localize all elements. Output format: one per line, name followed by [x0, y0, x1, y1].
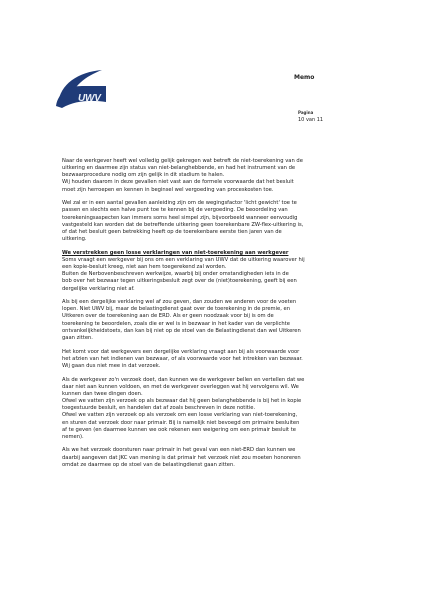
- text-line: Als we het verzoek doorsturen naar primair in het geval van een niet-ERD dan kunnen we: [62, 447, 296, 454]
- text-line: Soms vraagt een werkgever bij ons om een verklaring van UWV dat de uitkering waarover hij: [62, 256, 305, 263]
- text-line: Als bij een dergelijke verklaring wel af zou geven, dan zouden we anderen voor de voeten: [62, 299, 297, 306]
- memo-body: [62, 158, 374, 475]
- text-line: uitkering.: [62, 236, 87, 243]
- text-line: daarbij aangeven dat JKC van mening is dat primair het verzoek niet zou moeten honoreren: [62, 454, 301, 461]
- text-line: Als de werkgever zo'n verzoek doet, dan kunnen we de werkgever bellen en vertellen dat we: [62, 376, 305, 383]
- text-line: het afzien van het indienen van bezwaar, of als voorwaarde voor het intrekken van bezwaar.: [62, 355, 303, 362]
- text-line: Wij gaan dus niet mee in dat verzoek.: [62, 362, 161, 369]
- text-line: Wel zal er in een aantal gevallen aanleiding zijn om de wegingsfactor 'licht gewicht' toe te: [62, 200, 297, 207]
- section-heading: We verstrekken geen losse verklaringen van niet-toerekening aan werkgever: [62, 249, 289, 256]
- page-number: 10 van 11: [298, 117, 324, 123]
- paragraph-6: [62, 377, 374, 441]
- text-line: Naar de werkgever heeft wel volledig gelijk gekregen wat betreft de niet-toerekening van de: [62, 158, 303, 164]
- text-line: toerekening te beoordelen, zoals die er wel is in bezwaar in het kader van de verplichte: [62, 320, 290, 327]
- text-line: Ofwel we vatten zijn verzoek op als bezwaar dat hij geen belanghebbende is bij het in kopie: [62, 398, 302, 405]
- text-line: toerekeningsaspecten kan immers soms heel simpel zijn, bijvoorbeeld wanneer eenvoudig: [62, 214, 298, 221]
- paragraph-4: [62, 299, 374, 342]
- text-line: toegestuurde besluit, en handelen dat af zoals beschreven in deze notitie.: [62, 405, 256, 412]
- text-line: Ofwel we vatten zijn verzoek op als verzoek om een losse verklaring van niet-toerekening,: [62, 412, 298, 419]
- paragraph-7: [62, 447, 374, 468]
- text-line: Het komt voor dat werkgevers een dergelijke verklaring vraagt aan bij als voorwaarde voor: [62, 348, 300, 355]
- paragraph-5: [62, 349, 374, 370]
- paragraph-1: [62, 158, 374, 194]
- paragraph-2: [62, 200, 374, 243]
- paragraph-3: [62, 250, 374, 293]
- text-line: af te geven (en daarmee kunnen we ook rekenen een weigering om een primair besluit te: [62, 426, 296, 433]
- text-line: kunnen dan twee dingen doen.: [62, 390, 143, 397]
- text-line: moet zijn herroepen en kennen in beginsel wel vergoeding van proceskosten toe.: [62, 186, 274, 193]
- text-line: passen en slechts een halve punt toe te kennen bij de vergoeding. De beoordeling van: [62, 207, 288, 214]
- text-line: ontvankelijkheidstoets, dan kan bij niet op de stoel van de Belastingdienst dan wel Uitkeren: [62, 327, 301, 334]
- text-line: nemen).: [62, 433, 84, 440]
- text-line: bezwaarprocedure nodig om zijn gelijk in dit stadium te halen.: [62, 172, 225, 179]
- text-line: en sturen dat verzoek door naar primair. Bij is namelijk niet bevoegd om primaire besluiten: [62, 419, 300, 426]
- text-line: een kopie-besluit kreeg, niet aan hem toegerekend zal worden.: [62, 264, 227, 271]
- text-line: lopen. Niet UWV bij, maar de belastingdienst gaat over de toerekening in de premie, en: [62, 306, 291, 313]
- page-label: Pagina: [298, 110, 314, 115]
- text-line: of dat het besluit geen betrekking heeft op de toerekenbare eerste tien jaren van de: [62, 228, 282, 235]
- text-line: omdat ze daarmee op de stoel van de belastingdienst gaan zitten.: [62, 461, 235, 468]
- text-line: Wij houden daarom in deze gevallen niet vast aan de formele voorwaarde dat het besluit: [62, 179, 294, 186]
- text-line: Uitkeren over de toerekening aan de ERD. Als er geen noodzaak voor bij is om de: [62, 313, 274, 320]
- text-line: bob over het bezwaar tegen uitkeringsbesluit zegt over de (niet)toerekening, geeft bij een: [62, 278, 297, 285]
- text-line: gaan zitten.: [62, 334, 93, 341]
- memo-label: Memo: [294, 74, 315, 81]
- text-line: uitkering en daarmee zijn status van niet-belanghebbende, en had het instrument van de: [62, 165, 296, 172]
- text-line: Buiten de Nerbovenbeschreven werkwijze, waarbij bij onder omstandigheden iets in de: [62, 271, 289, 278]
- logo-text: UWV: [78, 93, 101, 104]
- text-line: dergelijke verklaring niet af.: [62, 285, 135, 292]
- text-line: daar niet aan kunnen voldoen, en met de werkgever overleggen wat hij vervolgens wil. We: [62, 383, 299, 390]
- text-line: vastgesteld kan worden dat de betreffende uitkering geen toerekenbare ZW-flex-uitkering is,: [62, 221, 304, 228]
